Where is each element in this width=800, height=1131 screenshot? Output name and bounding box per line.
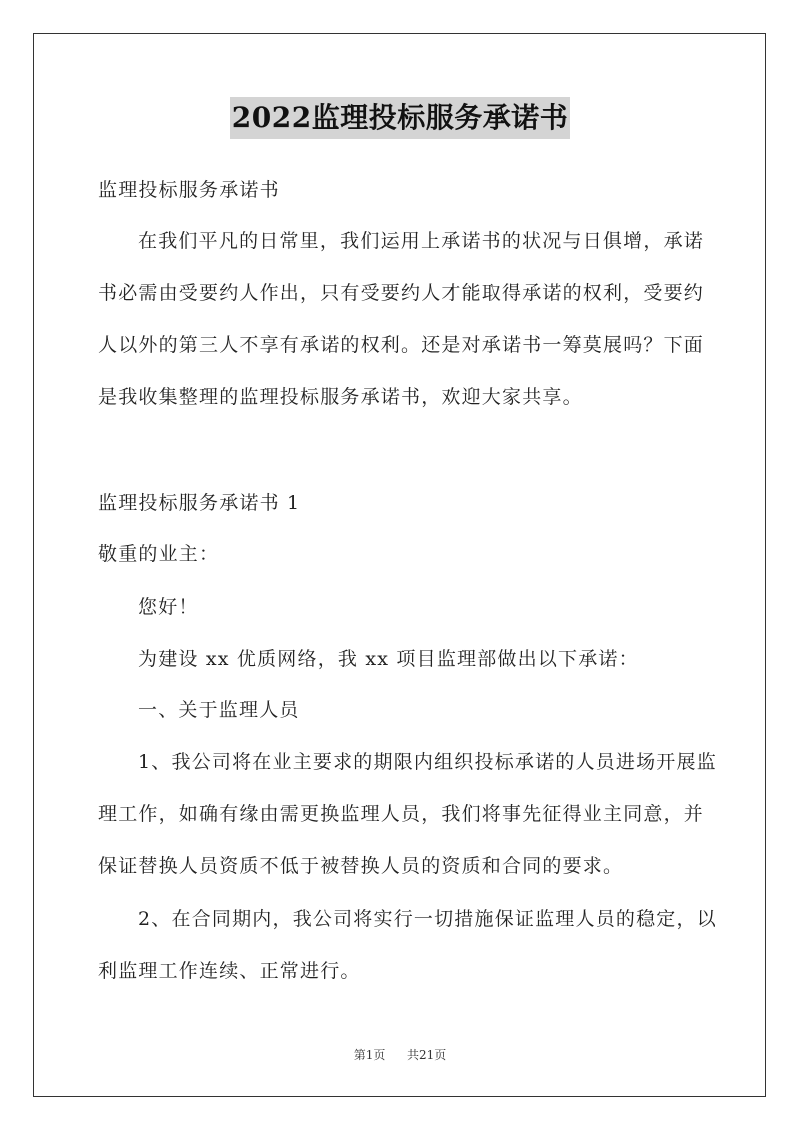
item-1-line-1: 1、我公司将在业主要求的期限内组织投标承诺的人员进场开展监	[138, 751, 717, 773]
item-2-line-1: 2、在合同期内，我公司将实行一切措施保证监理人员的稳定，以	[138, 908, 717, 930]
intro-line-2: 书必需由受要约人作出，只有受要约人才能取得承诺的权利，受要约	[98, 282, 705, 304]
document-subtitle: 监理投标服务承诺书	[98, 179, 280, 201]
greeting: 您好！	[138, 596, 199, 618]
salutation: 敬重的业主：	[98, 543, 220, 565]
heading-personnel: 一、关于监理人员	[138, 699, 300, 721]
intro-line-1: 在我们平凡的日常里，我们运用上承诺书的状况与日俱增，承诺	[138, 230, 704, 252]
item-1-line-2: 理工作，如确有缘由需更换监理人员，我们将事先征得业主同意，并	[98, 803, 705, 825]
page-number: 第1页	[353, 1048, 386, 1062]
page-total: 共21页	[407, 1048, 447, 1062]
document-title: 2022监理投标服务承诺书	[230, 97, 570, 139]
commitment-statement: 为建设 xx 优质网络，我 xx 项目监理部做出以下承诺：	[138, 648, 639, 670]
intro-line-4: 是我收集整理的监理投标服务承诺书，欢迎大家共享。	[98, 386, 583, 408]
title-container	[0, 97, 800, 139]
section-title: 监理投标服务承诺书 1	[98, 492, 301, 514]
intro-line-3: 人以外的第三人不享有承诺的权利。还是对承诺书一筹莫展吗？下面	[98, 334, 705, 356]
page-footer	[0, 1046, 800, 1063]
item-1-line-3: 保证替换人员资质不低于被替换人员的资质和合同的要求。	[98, 855, 624, 877]
item-2-line-2: 利监理工作连续、正常进行。	[98, 960, 361, 982]
